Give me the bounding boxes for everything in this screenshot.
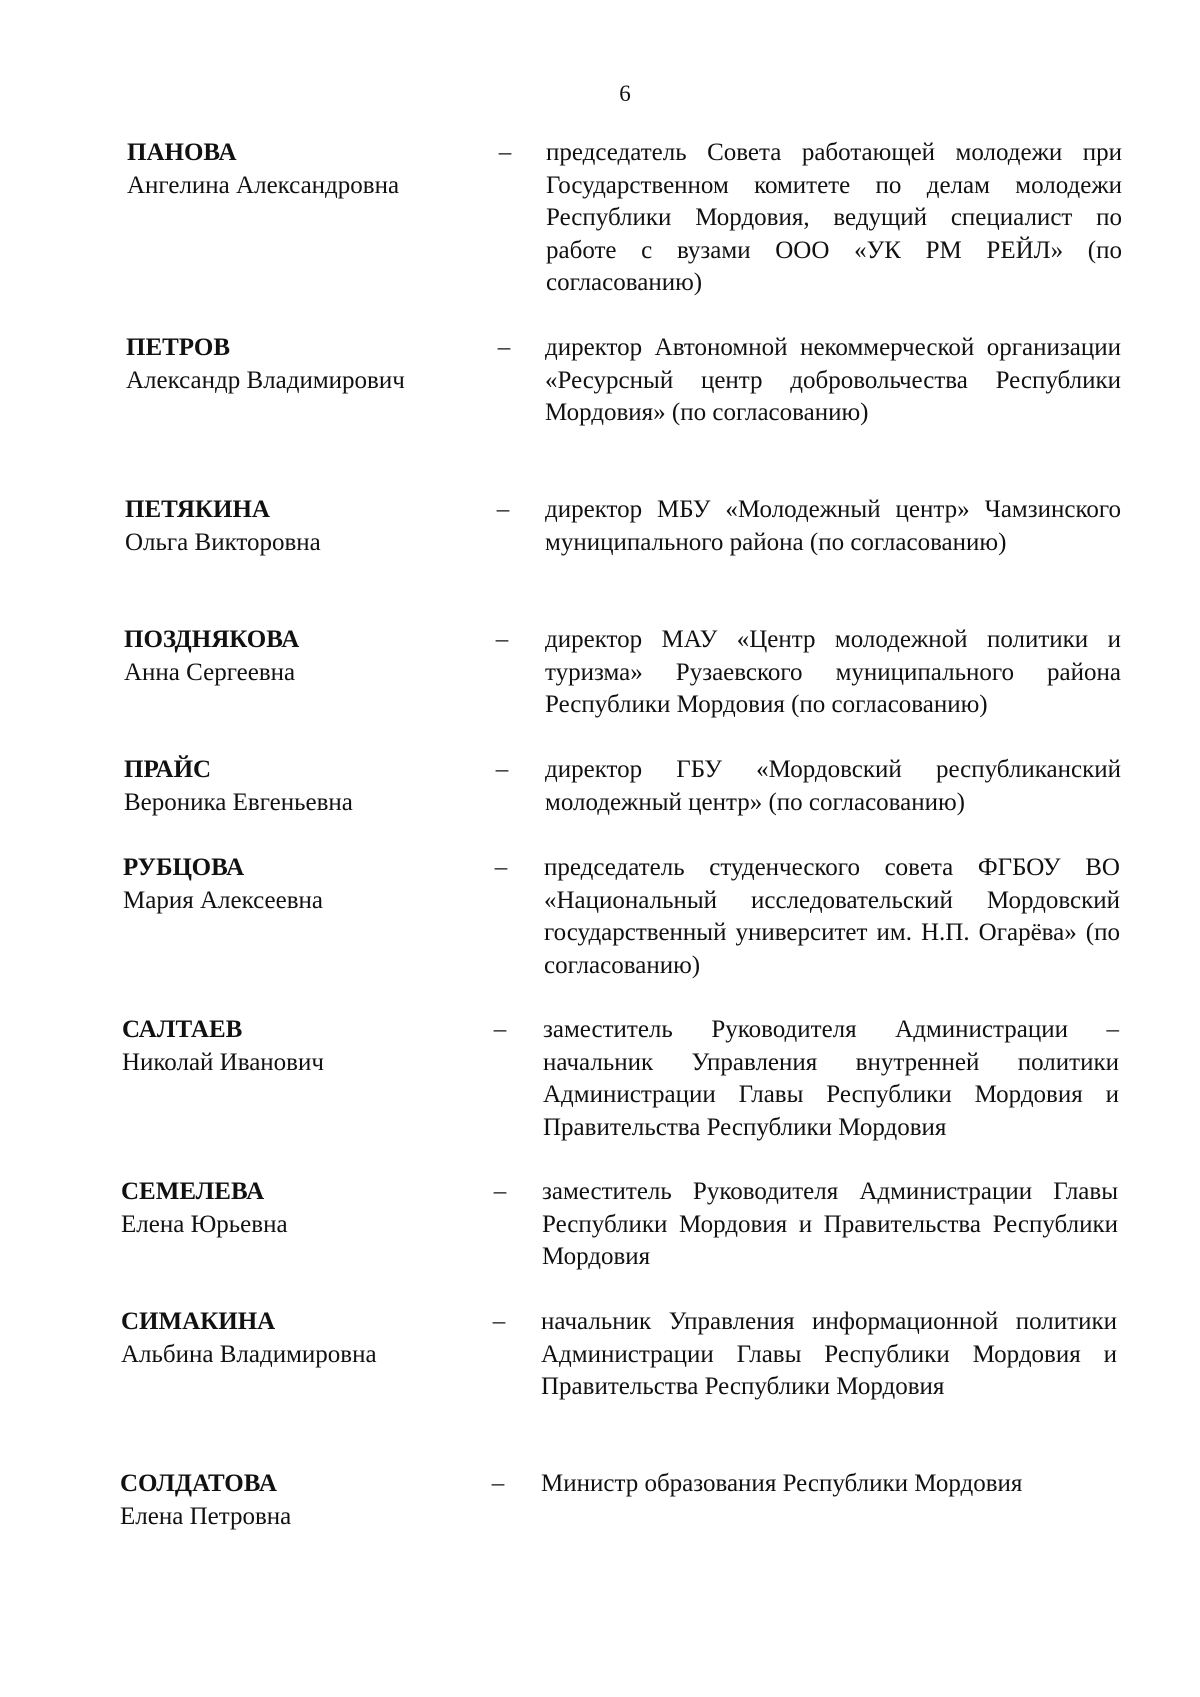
member-surname: ПОЗДНЯКОВА — [124, 626, 300, 653]
separator-dash: – — [496, 496, 510, 523]
member-position: председатель Совета работающей молодежи при Государственном комитете по делам молодежи Республики Мордовия, ведущий специалист по работе с вузами ООО «УК РМ РЕЙЛ» (по согласованию) — [546, 139, 1122, 296]
member-name — [124, 624, 484, 689]
separator-dash: – — [498, 139, 512, 166]
separator-dash: – — [493, 1178, 507, 1205]
member-name — [124, 754, 484, 819]
member-name — [125, 494, 485, 559]
member-position: директор Автономной некоммерческой организации «Ресурсный центр добровольчества Республики Мордовия» (по согласованию) — [545, 334, 1121, 426]
member-surname: СОЛДАТОВА — [120, 1470, 277, 1497]
separator-dash: – — [491, 1470, 505, 1497]
member-name — [123, 852, 483, 917]
member-given-names: Альбина Владимировна — [121, 1340, 377, 1368]
member-surname: ПАНОВА — [127, 139, 237, 166]
member-given-names: Елена Петровна — [120, 1502, 292, 1530]
member-name — [127, 137, 487, 202]
member-surname: РУБЦОВА — [123, 854, 245, 881]
separator-dash: – — [497, 334, 511, 361]
member-name — [121, 1176, 481, 1241]
member-surname: ПЕТЯКИНА — [125, 496, 270, 523]
member-surname: ПРАЙС — [124, 756, 212, 783]
member-position: заместитель Руководителя Администрации Главы Республики Мордовия и Правительства Республики Мордовия — [542, 1178, 1118, 1270]
member-given-names: Анна Сергеевна — [124, 658, 296, 686]
member-position: заместитель Руководителя Администрации – начальник Управления внутренней политики Администрации Главы Республики Мордовия и Правительства Республики Мордовия — [543, 1016, 1119, 1141]
member-surname: ПЕТРОВ — [126, 334, 231, 361]
member-name — [121, 1306, 481, 1371]
separator-dash: – — [495, 626, 509, 653]
member-position: Министр образования Республики Мордовия — [541, 1470, 1023, 1497]
separator-dash: – — [494, 854, 508, 881]
member-name — [126, 332, 486, 397]
member-position: директор МБУ «Молодежный центр» Чамзинского муниципального района (по согласованию) — [545, 496, 1121, 556]
member-position: председатель студенческого совета ФГБОУ ВО «Национальный исследовательский Мордовский государственный университет им. Н.П. Огарёва» (по согласованию) — [544, 854, 1120, 979]
member-given-names: Ольга Викторовна — [125, 528, 321, 556]
member-surname: СИМАКИНА — [121, 1308, 276, 1335]
member-name — [122, 1014, 482, 1079]
member-name — [120, 1468, 480, 1533]
member-given-names: Ангелина Александровна — [127, 171, 400, 199]
separator-dash: – — [495, 756, 509, 783]
separator-dash: – — [493, 1016, 507, 1043]
member-given-names: Александр Владимирович — [126, 366, 405, 394]
member-given-names: Мария Алексеевна — [123, 886, 323, 914]
member-position: директор ГБУ «Мордовский республиканский молодежный центр» (по согласованию) — [545, 756, 1121, 816]
member-given-names: Елена Юрьевна — [121, 1210, 288, 1238]
page-number: 6 — [619, 81, 631, 106]
separator-dash: – — [492, 1308, 506, 1335]
member-surname: СЕМЕЛЕВА — [121, 1178, 265, 1205]
member-position: директор МАУ «Центр молодежной политики и туризма» Рузаевского муниципального района Республики Мордовия (по согласованию) — [545, 626, 1121, 718]
member-position: начальник Управления информационной политики Администрации Главы Республики Мордовия и Правительства Республики Мордовия — [541, 1308, 1117, 1400]
member-surname: САЛТАЕВ — [122, 1016, 243, 1043]
member-given-names: Николай Иванович — [122, 1048, 324, 1076]
member-given-names: Вероника Евгеньевна — [124, 788, 353, 816]
